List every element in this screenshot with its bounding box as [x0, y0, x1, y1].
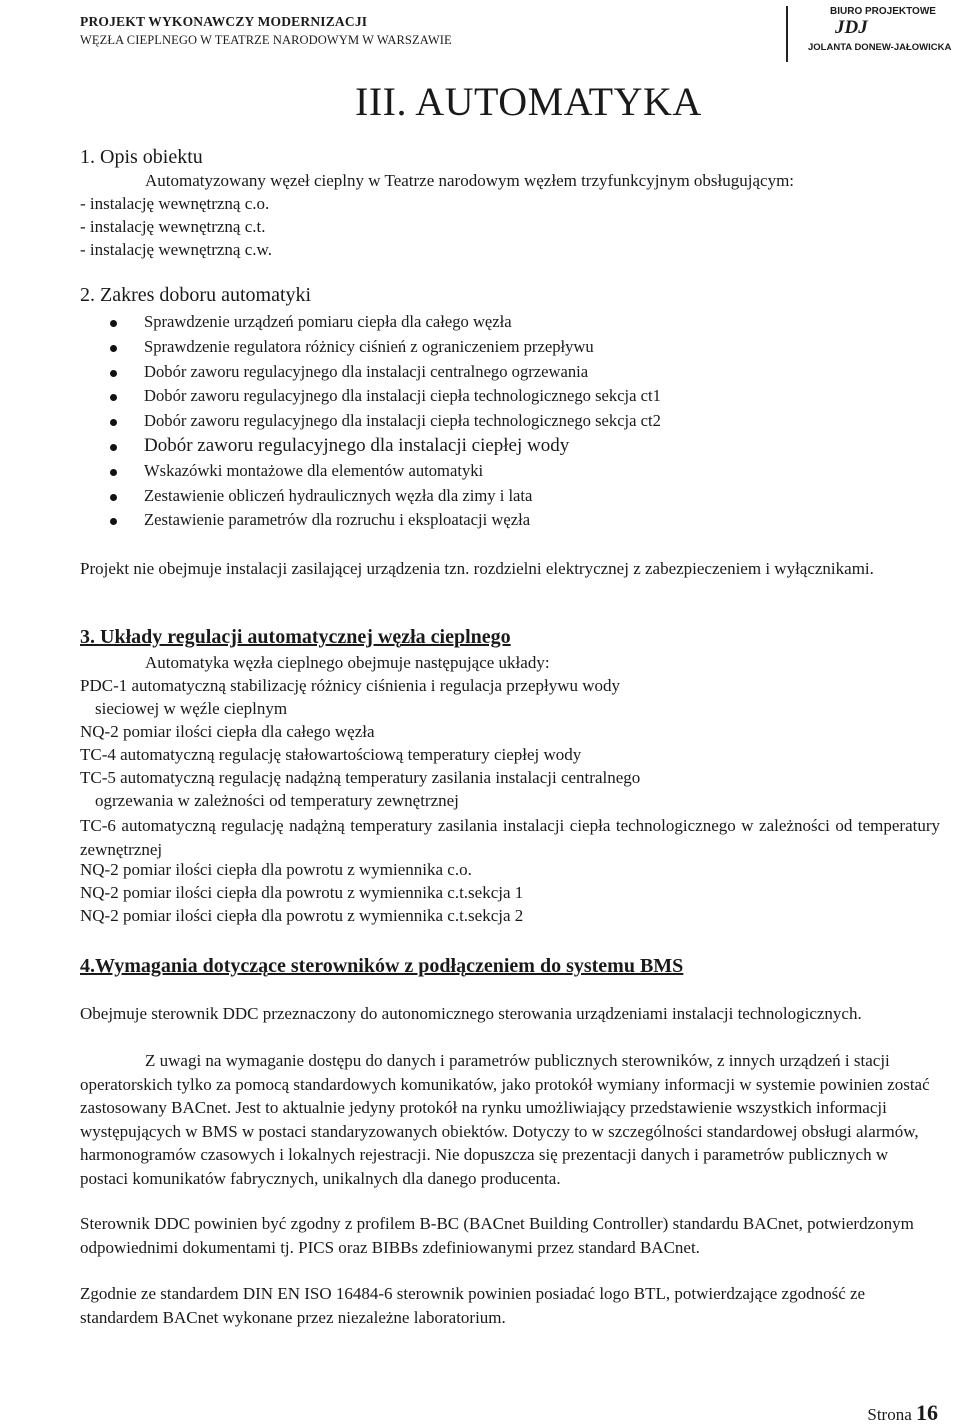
section1-item: - instalację wewnętrzną c.w.: [80, 240, 272, 259]
control-loop-line: TC-4 automatyczną regulację stałowartościową temperatury ciepłej wody: [80, 745, 582, 764]
bullet-icon: [110, 394, 117, 401]
section2-heading: 2. Zakres doboru automatyki: [80, 284, 312, 306]
section1-heading: 1. Opis obiektu: [80, 146, 203, 168]
bullet-icon: [110, 494, 117, 501]
section2-note: Projekt nie obejmuje instalacji zasilającej urządzenia tzn. rozdzielni elektrycznej z zabezpieczeniem i wyłącznikami.: [80, 559, 874, 578]
header-office-label: BIURO PROJEKTOWE: [830, 6, 936, 17]
bullet-icon: [110, 370, 117, 377]
list-item: [110, 310, 661, 335]
bullet-icon: [110, 518, 117, 525]
header-office-author: JOLANTA DONEW-JAŁOWICKA: [808, 42, 952, 53]
control-loop-line: NQ-2 pomiar ilości ciepła dla całego węzła: [80, 722, 375, 741]
control-loop-line: TC-6 automatyczną regulację nadążną temperatury zasilania instalacji ciepła technologicznego w zależności od temperatury zewnętrznej: [80, 816, 940, 859]
scope-bullet-list: [110, 310, 661, 533]
bullet-icon: [110, 469, 117, 476]
bullet-icon: [110, 345, 117, 352]
section4-heading: 4.Wymagania dotyczące sterowników z podłączeniem do systemu BMS: [80, 955, 684, 977]
list-item-text: Wskazówki montażowe dla elementów automatyki: [144, 460, 484, 480]
header-project-subtitle: WĘZŁA CIEPLNEGO W TEATRZE NARODOWYM W WARSZAWIE: [80, 33, 452, 47]
section3-heading: 3. Układy regulacji automatycznej węzła cieplnego: [80, 626, 511, 648]
header-project-title: PROJEKT WYKONAWCZY MODERNIZACJI: [80, 14, 368, 29]
list-item-text: Dobór zaworu regulacyjnego dla instalacji centralnego ogrzewania: [144, 361, 589, 381]
control-loop-line: NQ-2 pomiar ilości ciepła dla powrotu z wymiennika c.t.sekcja 1: [80, 883, 524, 902]
section4-paragraph: Z uwagi na wymaganie dostępu do danych i parametrów publicznych sterowników, z innych urządzeń i stacji operatorskich tylko za pomocą standardowych komunikatów, jako protokół wymiany informacji w systemie powinien zostać zastosowany BACnet. Jest to aktualnie jedyny protokół na rynku umożliwiający przedstawienie wszystkich informacji występujących w BMS w postaci standaryzowanych obiektów. Dotyczy to w szczególności standardowej obsługi alarmów, harmonogramów czasowych i lokalnych rejestracji. Nie dopuszcza się prezentacji danych i parametrów publicznych w postaci komunikatów fabrycznych, unikalnych dla danego producenta.: [80, 1051, 930, 1188]
list-item-text: Sprawdzenie regulatora różnicy ciśnień z ograniczeniem przepływu: [144, 336, 594, 356]
list-item: [110, 384, 661, 409]
list-item: [110, 459, 661, 484]
list-item: [110, 360, 661, 385]
section4-paragraph: Sterownik DDC powinien być zgodny z profilem B-BC (BACnet Building Controller) standardu BACnet, potwierdzonym odpowiednimi dokumentami tj. PICS oraz BIBBs zdefiniowanymi przez standard BACnet.: [80, 1214, 914, 1257]
list-item-text: Dobór zaworu regulacyjnego dla instalacji ciepła technologicznego sekcja ct1: [144, 386, 661, 406]
list-item: [110, 335, 661, 360]
section1-intro: Automatyzowany węzeł cieplny w Teatrze narodowym węzłem trzyfunkcyjnym obsługującym:: [145, 171, 795, 190]
header-office-logo: JDJ: [835, 17, 868, 38]
control-loop-line: ogrzewania w zależności od temperatury zewnętrznej: [95, 791, 459, 810]
document-title: III. AUTOMATYKA: [355, 79, 702, 124]
section1-item: - instalację wewnętrzną c.o.: [80, 194, 270, 213]
bullet-icon: [110, 320, 117, 327]
list-item: [110, 409, 661, 434]
list-item: [110, 484, 661, 509]
list-item-text: Dobór zaworu regulacyjnego dla instalacji ciepłej wody: [144, 434, 570, 456]
page-label: Strona: [867, 1405, 912, 1424]
list-item: [110, 434, 661, 459]
control-loop-line: sieciowej w węźle cieplnym: [95, 699, 288, 718]
control-loop-line: TC-5 automatyczną regulację nadążną temperatury zasilania instalacji centralnego: [80, 768, 641, 787]
section4-paragraph: Obejmuje sterownik DDC przeznaczony do autonomicznego sterowania urządzeniami instalacji technologicznych.: [80, 1004, 862, 1023]
list-item-text: Sprawdzenie urządzeń pomiaru ciepła dla całego węzła: [144, 312, 512, 331]
control-loop-line: NQ-2 pomiar ilości ciepła dla powrotu z wymiennika c.t.sekcja 2: [80, 906, 524, 925]
list-item: [110, 508, 661, 533]
list-item-text: Zestawienie parametrów dla rozruchu i eksploatacji węzła: [144, 510, 531, 530]
page-footer: [867, 1400, 938, 1426]
header-divider: [786, 6, 788, 62]
section4-paragraph: Zgodnie ze standardem DIN EN ISO 16484-6 sterownik powinien posiadać logo BTL, potwierdzające zgodność ze standardem BACnet wykonane przez niezależne laboratorium.: [80, 1284, 866, 1327]
list-item-text: Dobór zaworu regulacyjnego dla instalacji ciepła technologicznego sekcja ct2: [144, 411, 661, 431]
section1-item: - instalację wewnętrzną c.t.: [80, 217, 266, 236]
section3-intro: Automatyka węzła cieplnego obejmuje następujące układy:: [145, 653, 550, 672]
control-loop-line: PDC-1 automatyczną stabilizację różnicy ciśnienia i regulacja przepływu wody: [80, 676, 621, 695]
bullet-icon: [110, 419, 117, 426]
page-number: 16: [916, 1400, 938, 1425]
list-item-text: Zestawienie obliczeń hydraulicznych węzła dla zimy i lata: [144, 485, 533, 505]
control-loop-line: NQ-2 pomiar ilości ciepła dla powrotu z wymiennika c.o.: [80, 860, 472, 879]
bullet-icon: [110, 444, 117, 451]
